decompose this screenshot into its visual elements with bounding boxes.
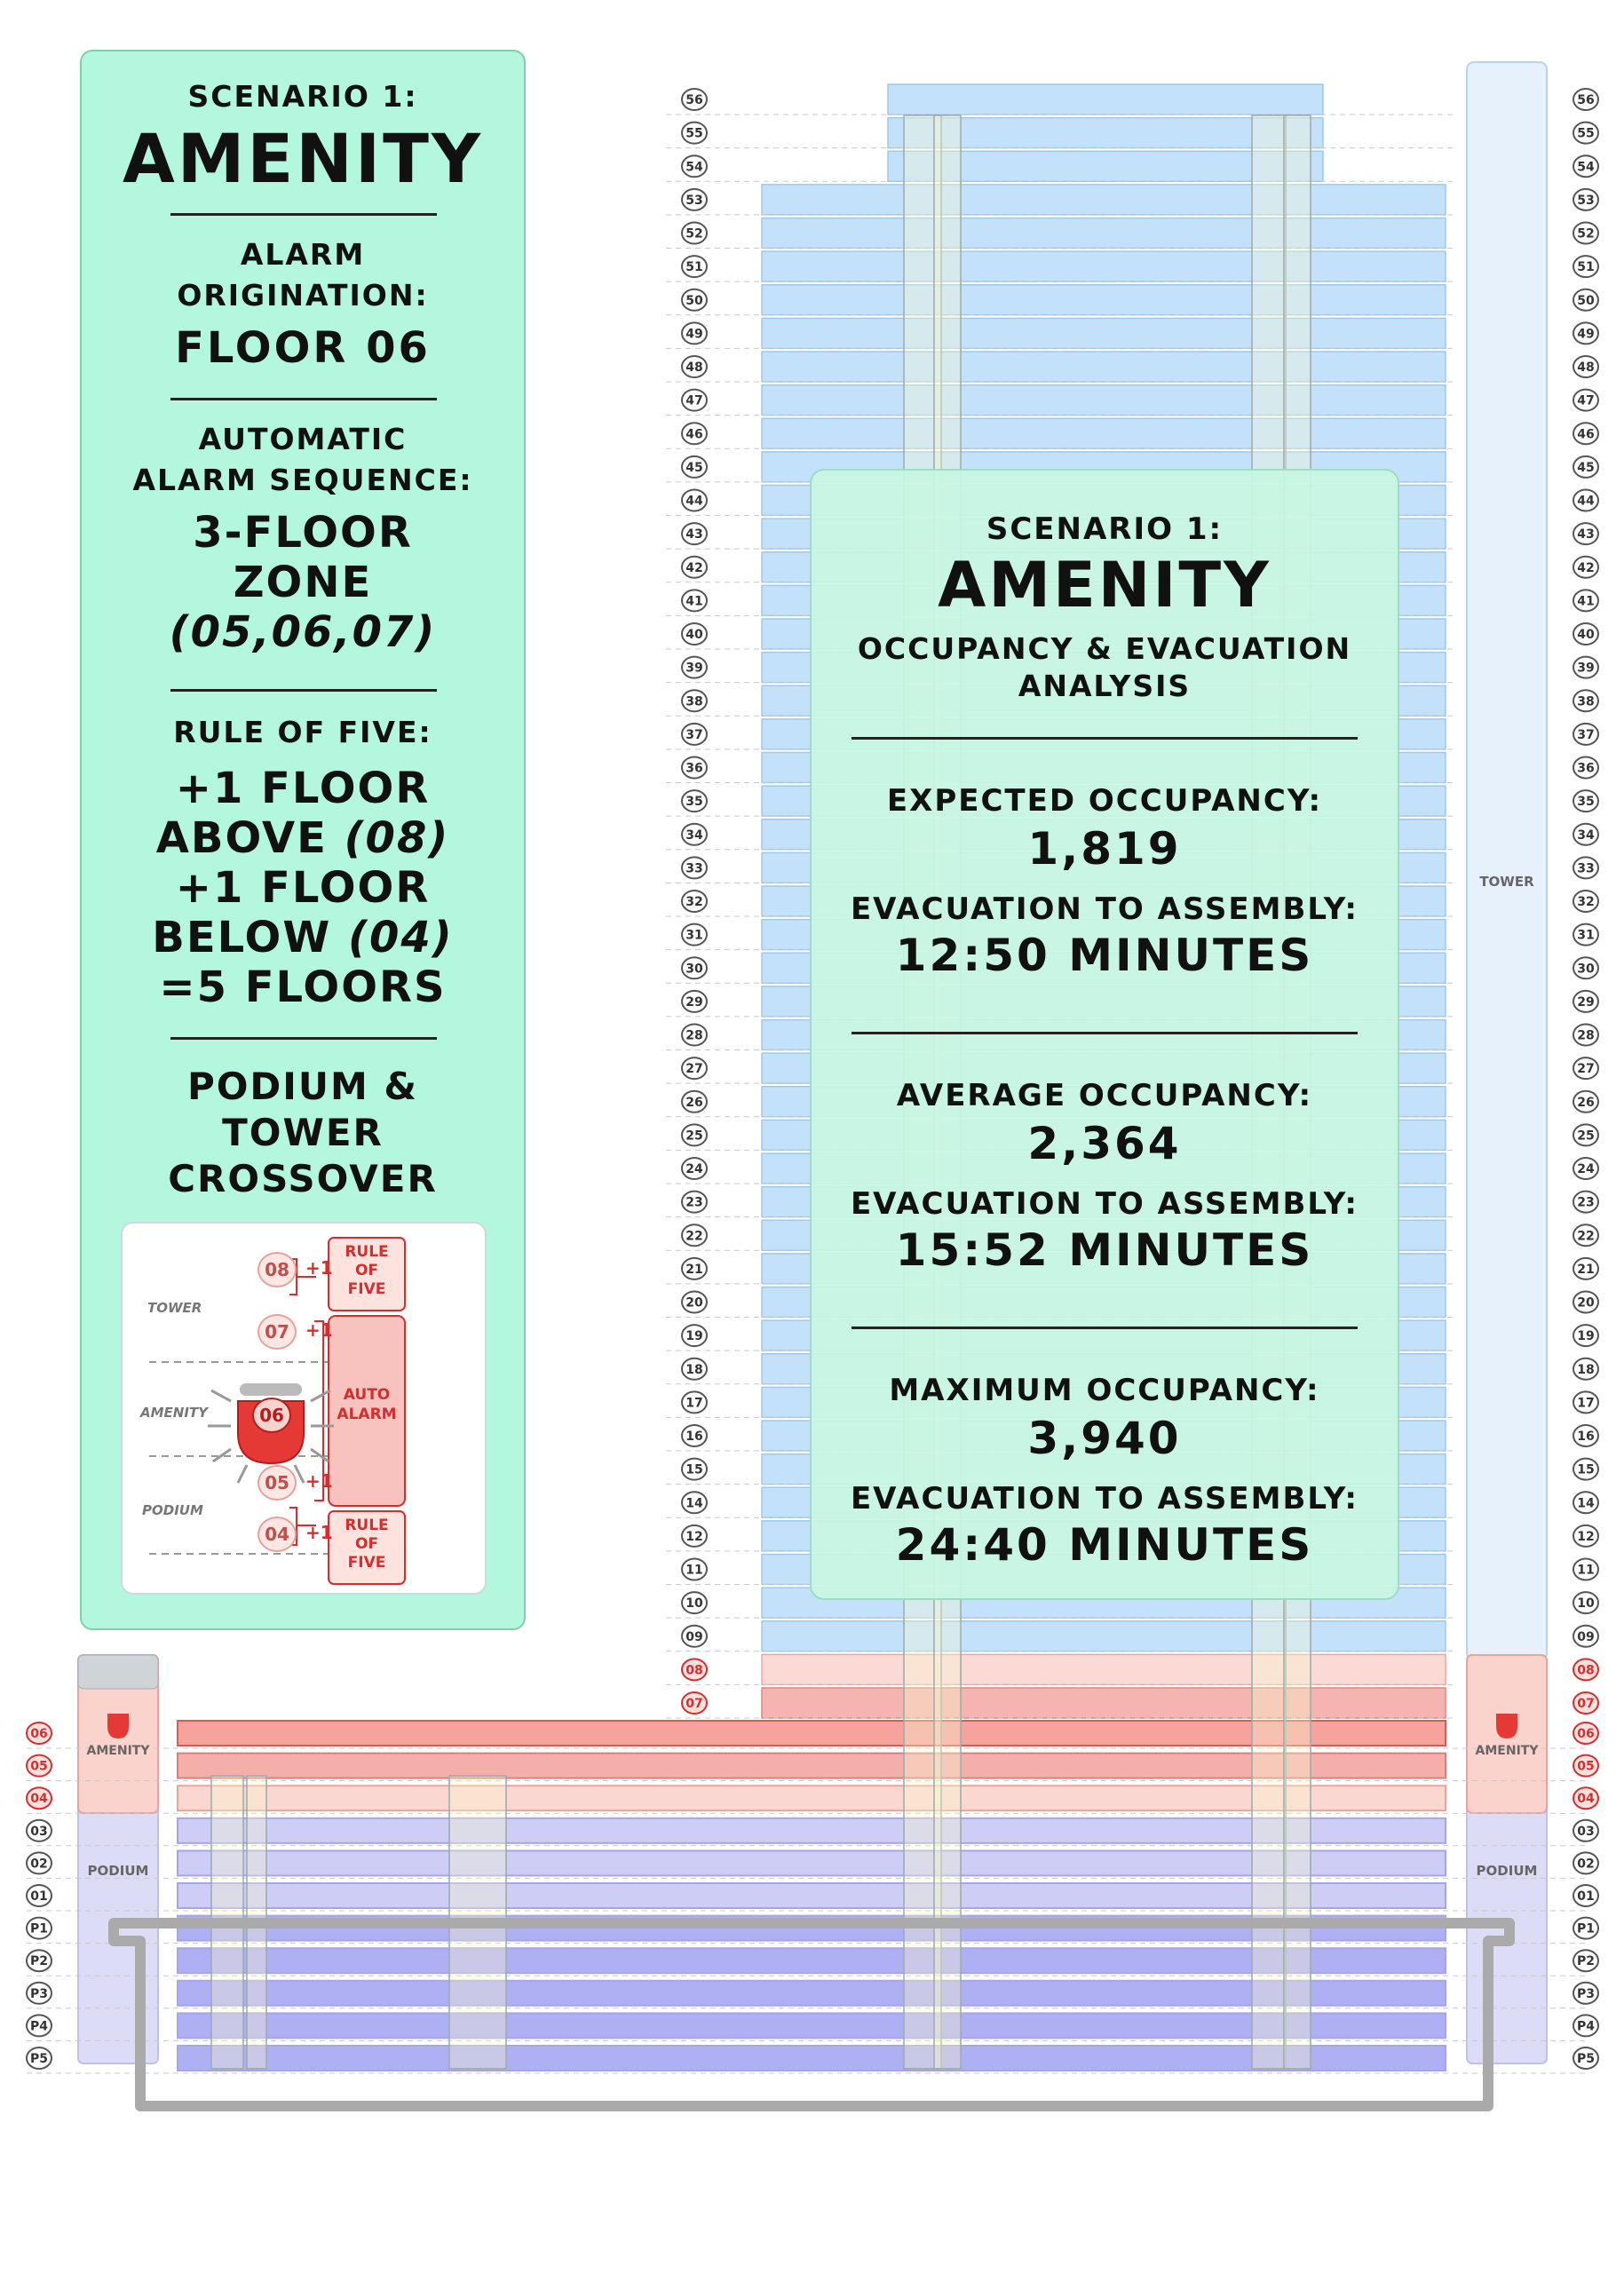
overlay-divider [852, 737, 1358, 740]
floor-number-label: 20 [685, 1295, 703, 1311]
floor-number-label: 16 [685, 1430, 703, 1444]
floor-number-label: 39 [1577, 661, 1595, 676]
panel-divider [170, 213, 437, 216]
zone-description: 3-FLOOR ZONE (05,06,07) [169, 508, 437, 657]
legend-auto-alarm-text: AUTO ALARM [337, 1386, 397, 1423]
floor-number-label: 10 [1577, 1596, 1595, 1612]
floor-number-label: P4 [1576, 2019, 1596, 2034]
floor-number-label: 52 [1577, 226, 1595, 242]
floor-number-label: 09 [685, 1629, 703, 1644]
floor-number-label: 29 [1577, 994, 1595, 1010]
evacuation-time-average: 15:52 MINUTES [895, 1224, 1314, 1276]
tower-floor-slab [762, 1688, 1446, 1718]
legend-rule-bottom-text: RULE OF FIVE [345, 1517, 389, 1572]
floor-number-label: 15 [685, 1462, 703, 1477]
floor-number-label: 41 [1577, 594, 1595, 609]
floor-number-label: 05 [30, 1759, 48, 1774]
legend-floor-badge: 04 [257, 1517, 297, 1552]
legend-floor-badge: 06 [252, 1398, 291, 1433]
floor-number-label: 36 [685, 761, 703, 776]
floor-number-label: 01 [30, 1889, 48, 1904]
floor-number-label: 02 [1577, 1857, 1595, 1872]
tower-floor-slab [762, 1621, 1446, 1651]
floor-number-label: 40 [685, 628, 703, 642]
amenity-side-label: AMENITY [1475, 1744, 1539, 1758]
legend-plus-one: +1 [305, 1257, 333, 1279]
floor-number-label: 06 [1577, 1727, 1595, 1741]
floor-number-label: 21 [1577, 1262, 1595, 1277]
floor-number-label: 44 [685, 494, 703, 509]
panel-divider [170, 689, 437, 692]
alarm-sequence-label: AUTOMATIC ALARM SEQUENCE: [132, 422, 473, 497]
podium-side-label: PODIUM [1476, 1863, 1538, 1879]
floor-number-label: 51 [1577, 260, 1595, 275]
evacuation-label-maximum: EVACUATION TO ASSEMBLY: [850, 1481, 1359, 1517]
floor-number-label: 34 [685, 828, 703, 843]
crossover-label: PODIUM & TOWER CROSSOVER [168, 1065, 438, 1200]
legend-amenity-label: AMENITY [140, 1405, 209, 1421]
floor-number-label: 23 [685, 1195, 703, 1210]
floor-number-label: 28 [1577, 1028, 1595, 1043]
floor-number-label: 02 [30, 1857, 48, 1872]
floor-number-label: 07 [1577, 1697, 1595, 1711]
floor-number-label: 03 [1577, 1824, 1595, 1839]
floor-number-label: 23 [1577, 1195, 1595, 1210]
maximum-occupancy-value: 3,940 [1027, 1413, 1182, 1464]
expected-occupancy-label: EXPECTED OCCUPANCY: [886, 783, 1323, 819]
floor-number-label: 30 [1577, 962, 1595, 977]
tower-floor-slab [888, 84, 1323, 115]
floor-number-label: 46 [1577, 427, 1595, 442]
floor-number-label: 55 [685, 126, 703, 141]
floor-number-label: P5 [29, 2052, 49, 2066]
floor-number-label: 33 [1577, 861, 1595, 876]
overlay-scenario-label: SCENARIO 1: [986, 511, 1224, 547]
floor-number-label: 11 [685, 1563, 703, 1578]
floor-number-label: 44 [1577, 494, 1595, 509]
floor-number-label: 36 [1577, 761, 1595, 776]
alarm-sequence-legend [121, 1222, 487, 1595]
alarm-origination-label: ALARM ORIGINATION: [177, 237, 429, 313]
floor-number-label: P3 [29, 1986, 49, 2001]
evacuation-time-expected: 12:50 MINUTES [895, 930, 1314, 981]
amenity-alarm-icon [1496, 1714, 1517, 1738]
floor-number-label: P1 [1576, 1921, 1596, 1936]
floor-number-label: 42 [685, 560, 703, 575]
floor-number-label: 31 [685, 928, 703, 943]
tower-floor-slab [762, 251, 1446, 281]
floor-number-label: P4 [29, 2019, 49, 2034]
floor-number-label: 46 [685, 427, 703, 442]
legend-floor-badge: 05 [257, 1465, 297, 1501]
floor-number-label: 45 [1577, 460, 1595, 475]
floor-number-label: 21 [685, 1262, 703, 1277]
floor-number-label: 53 [1577, 193, 1595, 208]
floor-number-label: 18 [685, 1362, 703, 1377]
overlay-subtitle: OCCUPANCY & EVACUATION ANALYSIS [857, 631, 1352, 703]
floor-number-label: P5 [1576, 2052, 1596, 2066]
legend-plus-one: +1 [305, 1470, 333, 1492]
podium-side-label: PODIUM [87, 1863, 149, 1879]
floor-number-label: 34 [1577, 828, 1595, 843]
floor-number-label: 32 [1577, 895, 1595, 909]
floor-number-label: 33 [685, 861, 703, 876]
floor-number-label: 52 [685, 226, 703, 242]
overlay-divider [852, 1327, 1358, 1329]
floor-number-label: 48 [685, 360, 703, 375]
floor-number-label: 18 [1577, 1362, 1595, 1377]
average-occupancy-label: AVERAGE OCCUPANCY: [896, 1078, 1313, 1113]
legend-rule-top-text: RULE OF FIVE [345, 1243, 389, 1298]
floor-number-label: 40 [1577, 628, 1595, 642]
floor-number-label: 35 [1577, 795, 1595, 810]
floor-number-label: P2 [29, 1954, 49, 1969]
floor-number-label: 10 [685, 1596, 703, 1612]
floor-number-label: 01 [1577, 1889, 1595, 1904]
floor-number-label: 26 [685, 1095, 703, 1110]
floor-number-label: 39 [685, 661, 703, 676]
floor-number-label: 43 [685, 527, 703, 543]
tower-floor-slab [762, 218, 1446, 249]
floor-number-label: 50 [685, 293, 703, 308]
floor-number-label: P3 [1576, 1986, 1596, 2001]
floor-number-label: 14 [685, 1496, 703, 1511]
tower-label-strip [1467, 62, 1547, 1660]
floor-number-label: 27 [1577, 1062, 1595, 1077]
floor-number-label: 17 [685, 1396, 703, 1411]
floor-number-label: 07 [685, 1697, 703, 1711]
floor-number-label: 51 [685, 260, 703, 275]
legend-floor-badge: 08 [257, 1252, 297, 1287]
maximum-occupancy-label: MAXIMUM OCCUPANCY: [889, 1373, 1320, 1408]
tower-side-label: TOWER [1479, 874, 1534, 890]
floor-number-label: 42 [1577, 560, 1595, 575]
floor-number-label: 16 [1577, 1430, 1595, 1444]
floor-number-label: 14 [1577, 1496, 1595, 1511]
tower-floor-slab [762, 185, 1446, 215]
floor-number-label: 47 [1577, 393, 1595, 408]
tower-floor-slab [762, 1654, 1446, 1684]
floor-number-label: 47 [685, 393, 703, 408]
floor-number-label: 38 [1577, 694, 1595, 709]
floor-number-label: 56 [685, 93, 703, 107]
floor-number-label: 54 [685, 160, 703, 175]
floor-number-label: 25 [685, 1129, 703, 1144]
tower-floor-slab [762, 385, 1446, 416]
floor-number-label: 38 [685, 694, 703, 709]
legend-plus-one: +1 [305, 1319, 333, 1341]
floor-number-label: 22 [685, 1229, 703, 1244]
tower-floor-slab [762, 318, 1446, 348]
floor-number-label: 11 [1577, 1563, 1595, 1578]
panel-divider [170, 1037, 437, 1040]
floor-number-label: 05 [1577, 1759, 1595, 1774]
tower-floor-slab [762, 352, 1446, 382]
floor-number-label: 37 [1577, 727, 1595, 742]
floor-number-label: 24 [1577, 1162, 1595, 1176]
floor-number-label: 29 [685, 994, 703, 1010]
floor-number-label: 41 [685, 594, 703, 609]
floor-number-label: 12 [685, 1529, 703, 1544]
floor-number-label: 35 [685, 795, 703, 810]
floor-number-label: 04 [30, 1792, 48, 1807]
left-roof-cap [78, 1655, 158, 1689]
panel-scenario-label: SCENARIO 1: [187, 79, 418, 114]
floor-number-label: P1 [29, 1921, 49, 1936]
floor-number-label: 55 [1577, 126, 1595, 141]
evacuation-label-expected: EVACUATION TO ASSEMBLY: [850, 891, 1359, 927]
amenity-alarm-icon [107, 1714, 129, 1738]
floor-number-label: 27 [685, 1062, 703, 1077]
floor-number-label: 26 [1577, 1095, 1595, 1110]
floor-number-label: P2 [1576, 1954, 1596, 1969]
amenity-side-label: AMENITY [86, 1744, 150, 1758]
tower-floor-slab [762, 285, 1446, 315]
floor-number-label: 19 [1577, 1329, 1595, 1344]
floor-number-label: 20 [1577, 1295, 1595, 1311]
panel-scenario-title: AMENITY [122, 119, 484, 198]
floor-number-label: 32 [685, 895, 703, 909]
legend-podium-label: PODIUM [142, 1502, 203, 1518]
expected-occupancy-value: 1,819 [1027, 823, 1182, 875]
floor-number-label: 08 [685, 1663, 703, 1678]
floor-number-label: 48 [1577, 360, 1595, 375]
floor-number-label: 08 [1577, 1663, 1595, 1678]
panel-divider [170, 398, 437, 400]
floor-number-label: 12 [1577, 1529, 1595, 1544]
floor-number-label: 45 [685, 460, 703, 475]
evacuation-label-average: EVACUATION TO ASSEMBLY: [850, 1186, 1359, 1222]
floor-number-label: 50 [1577, 293, 1595, 308]
floor-number-label: 49 [685, 327, 703, 342]
average-occupancy-value: 2,364 [1027, 1118, 1182, 1169]
floor-number-label: 25 [1577, 1129, 1595, 1144]
floor-number-label: 03 [30, 1824, 48, 1839]
floor-number-label: 17 [1577, 1396, 1595, 1411]
floor-number-label: 28 [685, 1028, 703, 1043]
legend-plus-one: +1 [305, 1522, 333, 1543]
floor-number-label: 24 [685, 1162, 703, 1176]
occupancy-analysis-panel [810, 469, 1399, 1600]
overlay-divider [852, 1032, 1358, 1034]
evacuation-time-maximum: 24:40 MINUTES [895, 1519, 1314, 1571]
floor-number-label: 15 [1577, 1462, 1595, 1477]
tower-floor-slab [762, 418, 1446, 448]
floor-number-label: 22 [1577, 1229, 1595, 1244]
floor-number-label: 09 [1577, 1629, 1595, 1644]
legend-tower-label: TOWER [147, 1300, 202, 1316]
overlay-title: AMENITY [938, 549, 1271, 622]
floor-number-label: 19 [685, 1329, 703, 1344]
legend-floor-badge: 07 [257, 1314, 297, 1350]
floor-number-label: 49 [1577, 327, 1595, 342]
floor-number-label: 54 [1577, 160, 1595, 175]
alarm-origination-floor: FLOOR 06 [175, 323, 431, 373]
floor-number-label: 30 [685, 962, 703, 977]
floor-number-label: 06 [30, 1727, 48, 1741]
rule-of-five-description: +1 FLOOR ABOVE (08) +1 FLOOR BELOW (04) =5 FLOORS [152, 764, 454, 1012]
floor-number-label: 04 [1577, 1792, 1595, 1807]
rule-of-five-label: RULE OF FIVE: [173, 715, 432, 749]
floor-number-label: 43 [1577, 527, 1595, 543]
floor-number-label: 31 [1577, 928, 1595, 943]
floor-number-label: 56 [1577, 93, 1595, 107]
floor-number-label: 37 [685, 727, 703, 742]
floor-number-label: 53 [685, 193, 703, 208]
